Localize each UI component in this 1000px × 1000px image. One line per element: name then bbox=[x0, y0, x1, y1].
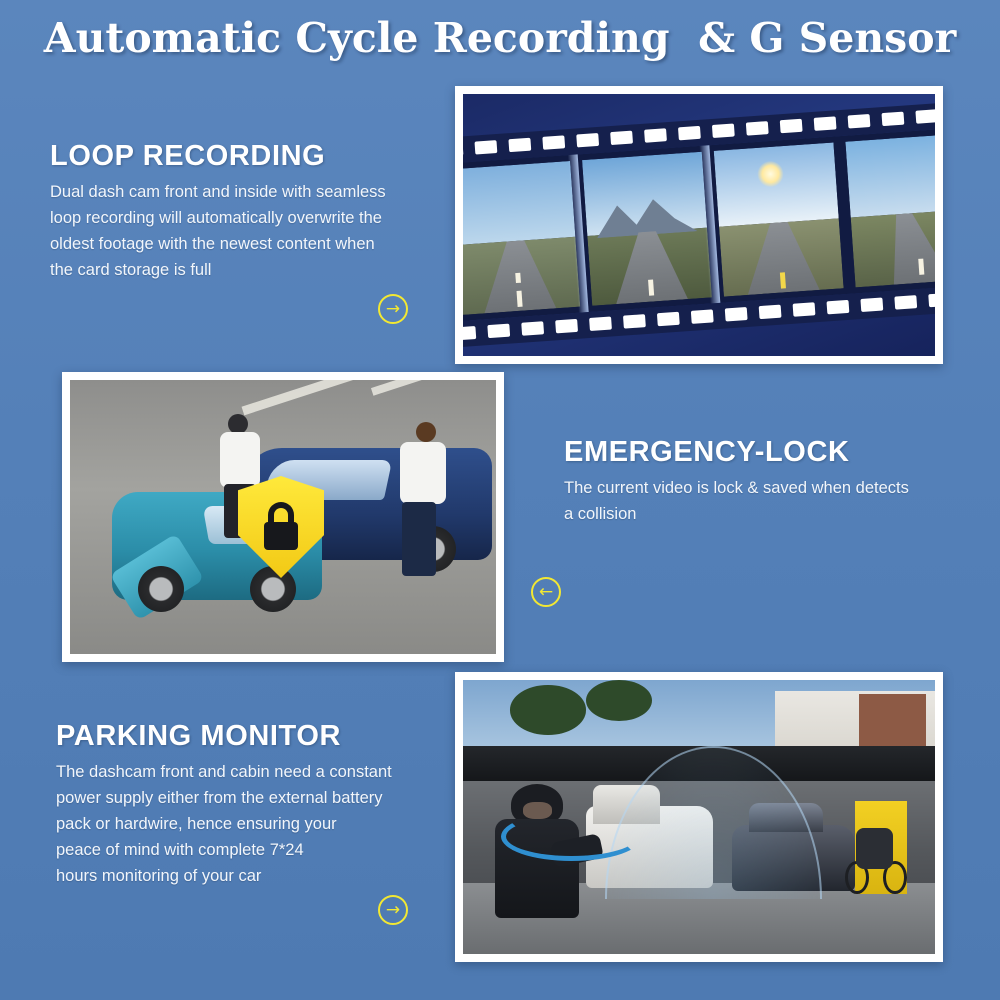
loop-recording-body-line-2: loop recording will automatically overwrite the bbox=[50, 209, 382, 227]
parking-monitor-body-line-4: peace of mind with complete 7*24 bbox=[56, 841, 304, 859]
loop-recording-body bbox=[50, 179, 450, 283]
emergency-lock-body-line-2: a collision bbox=[564, 505, 637, 523]
intruder-graphic bbox=[482, 784, 595, 943]
emergency-lock-heading: EMERGENCY-LOCK bbox=[564, 436, 850, 468]
emergency-lock-body-line-1: The current video is lock & saved when detects bbox=[564, 479, 909, 497]
arrow-right-icon: → bbox=[378, 895, 408, 925]
parking-monitor-heading: PARKING MONITOR bbox=[56, 720, 342, 752]
parking-monitor-body-line-1: The dashcam front and cabin need a constant bbox=[56, 763, 392, 781]
parking-monitor-body-line-3: pack or hardwire, hence ensuring your bbox=[56, 815, 337, 833]
arrow-right-icon: → bbox=[378, 294, 408, 324]
filmstrip-road-footage-photo bbox=[455, 86, 943, 364]
parking-monitor-body-line-2: power supply either from the external battery bbox=[56, 789, 383, 807]
collision-photo-inner bbox=[70, 380, 496, 654]
loop-recording-heading: LOOP RECORDING bbox=[50, 140, 326, 172]
parking-garage-intruder-photo bbox=[455, 672, 943, 962]
motorcycle-graphic bbox=[845, 828, 906, 894]
emergency-lock-body bbox=[564, 475, 984, 527]
loop-recording-body-line-1: Dual dash cam front and inside with seamless bbox=[50, 183, 386, 201]
person-right-graphic bbox=[386, 422, 452, 580]
arrow-left-icon: ← bbox=[531, 577, 561, 607]
parking-monitor-body-line-5: hours monitoring of your car bbox=[56, 867, 262, 885]
film-strip-graphic bbox=[463, 94, 935, 356]
blue-hose-graphic bbox=[501, 812, 643, 861]
loop-recording-text-block bbox=[50, 140, 450, 283]
parking-monitor-body bbox=[56, 759, 476, 889]
parking-monitor-text-block bbox=[56, 720, 476, 889]
emergency-lock-text-block bbox=[564, 436, 984, 527]
loop-recording-body-line-4: the card storage is full bbox=[50, 261, 212, 279]
page-title: Automatic Cycle Recording & G Sensor bbox=[43, 14, 957, 62]
car-collision-shield-lock-photo bbox=[62, 372, 504, 662]
parking-photo-inner bbox=[463, 680, 935, 954]
filmstrip-photo-inner bbox=[463, 94, 935, 356]
loop-recording-body-line-3: oldest footage with the newest content when bbox=[50, 235, 375, 253]
